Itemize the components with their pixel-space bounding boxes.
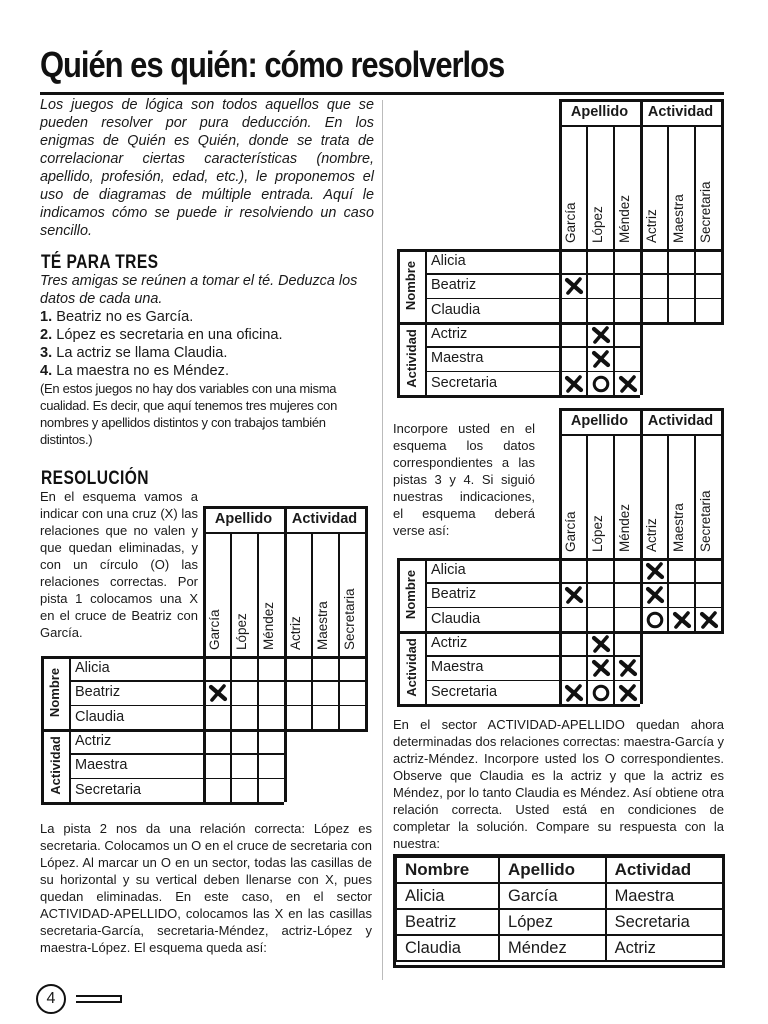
cross-mark — [587, 323, 614, 347]
group-col-header: Apellido — [214, 511, 273, 527]
grid-line — [721, 99, 724, 325]
grid-line — [284, 506, 287, 802]
cross-mark — [695, 608, 722, 632]
column-divider — [382, 100, 383, 980]
grid-line — [425, 249, 427, 395]
cross-mark — [204, 681, 231, 705]
cross-mark — [641, 559, 668, 583]
grid-line — [311, 532, 313, 729]
grid-line — [69, 778, 284, 780]
col-label: Actriz — [643, 518, 659, 552]
row-label: Actriz — [431, 635, 468, 652]
grid-line — [397, 558, 400, 704]
grid-line — [425, 558, 427, 704]
page-decoration — [76, 995, 122, 1003]
answer-cell: Méndez — [499, 935, 606, 961]
grid-line — [559, 99, 562, 395]
clue-item — [40, 344, 374, 362]
grid-line — [69, 753, 284, 755]
answer-row — [396, 935, 724, 961]
grid-line — [230, 532, 232, 802]
group-row-label: Actividad — [403, 329, 419, 388]
clue-number: 2. — [40, 327, 53, 343]
grid-line — [721, 408, 724, 634]
group-row-label: Actividad — [403, 638, 419, 697]
group-row-label: Nombre — [47, 667, 63, 717]
grid-line — [365, 506, 368, 732]
answer-cell: López — [499, 909, 606, 935]
group-col-header: Actividad — [647, 413, 714, 429]
cross-mark — [614, 372, 641, 396]
row-label: Claudia — [75, 708, 125, 725]
answer-cell: Beatriz — [396, 909, 499, 935]
cross-mark — [614, 681, 641, 705]
circle-mark — [587, 372, 614, 396]
group-col-header: Actividad — [291, 511, 358, 527]
group-col-header: Apellido — [570, 413, 629, 429]
grid-line — [338, 532, 340, 729]
grid-line — [41, 802, 284, 805]
row-label: Claudia — [431, 610, 481, 627]
row-label: Secretaria — [75, 781, 142, 798]
group-row-label: Actividad — [47, 736, 63, 795]
answer-header-cell: Nombre — [396, 857, 499, 883]
col-label: Secretaria — [697, 490, 713, 552]
clue-item — [40, 308, 374, 326]
row-label: Beatriz — [431, 586, 477, 603]
clue-number: 3. — [40, 345, 53, 361]
circle-mark — [641, 608, 668, 632]
row-label: Beatriz — [75, 684, 121, 701]
col-label: García — [562, 511, 578, 552]
clue-number: 1. — [40, 309, 53, 325]
col-label: Secretaria — [341, 588, 357, 650]
circle-mark — [587, 681, 614, 705]
row-label: Alicia — [75, 660, 110, 677]
answer-cell: Secretaria — [606, 909, 724, 935]
cross-mark — [587, 656, 614, 680]
clue-item — [40, 362, 374, 380]
col-label: Secretaria — [697, 181, 713, 243]
grid-line — [41, 656, 44, 802]
grid-line — [640, 99, 643, 395]
cross-mark — [560, 681, 587, 705]
row-label: Claudia — [431, 301, 481, 318]
answer-table — [395, 856, 725, 962]
col-label: Méndez — [260, 601, 276, 650]
col-label: Méndez — [616, 194, 632, 243]
col-label: García — [206, 609, 222, 650]
puzzle-prompt: Tres amigas se reúnen a tomar el té. Deduzca los datos de cada una. — [40, 273, 358, 307]
cross-mark — [587, 632, 614, 656]
cross-mark — [560, 372, 587, 396]
row-label: Secretaria — [431, 683, 498, 700]
clue-item — [40, 326, 374, 344]
row-label: Actriz — [75, 733, 112, 750]
col-label: Actriz — [287, 616, 303, 650]
grid-line — [397, 249, 400, 395]
title-rule — [40, 92, 724, 95]
cross-mark — [560, 274, 587, 298]
answer-cell: Alicia — [396, 883, 499, 909]
row-label: Maestra — [75, 757, 128, 774]
group-col-header: Apellido — [570, 104, 629, 120]
col-label: Méndez — [616, 503, 632, 552]
group-row-label: Nombre — [403, 569, 419, 619]
resolution-paragraph-2: La pista 2 nos da una relación correcta: López es secretaria. Colocamos un O en el cruce de secretaria con López. Al marcar un O en un sector, todas las casillas de su horizontal y su vertical deben llenarse con X, pues quedan eliminadas. En este caso, en el sector ACTIVIDAD-APELLIDO, colocamos las X en las casillas secretaria-García, secretaria-Méndez, actriz-López y maestra-López. El esquema queda así: — [40, 821, 372, 955]
row-label: Maestra — [431, 659, 484, 676]
col-label: Maestra — [314, 601, 330, 650]
grid-line — [257, 532, 259, 802]
page-number: 4 — [36, 984, 66, 1014]
row-label: Beatriz — [431, 277, 477, 294]
answer-cell: García — [499, 883, 606, 909]
answer-header-row — [396, 857, 724, 883]
clue-text: López es secretaria en una oficina. — [52, 327, 283, 343]
col-label: López — [589, 206, 605, 243]
clue-number: 4. — [40, 363, 53, 379]
col-label: Maestra — [670, 194, 686, 243]
answer-cell: Maestra — [606, 883, 724, 909]
intro-paragraph: Los juegos de lógica son todos aquellos que se pueden resolver por pura deducción. En los enigmas de Quién es Quién, donde se trata de correlacionar ciertas características (nombre, apellido, profesión, edad, etc.), le proponemos el uso de diagramas de múltiple entrada. Aquí le indicamos cómo se puede ir resolviendo un caso sencillo. — [40, 97, 374, 239]
cross-mark — [587, 347, 614, 371]
answer-cell: Claudia — [396, 935, 499, 961]
resolution-paragraph-1: En el esquema vamos a indicar con una cruz (X) las relaciones que no valen y que quedan eliminadas, y con un círculo (O) las relaciones correctas. Por pista 1 colocamos una X en el cruce de Beatriz con García. — [40, 489, 198, 640]
puzzle-note: (En estos juegos no hay dos variables con una misma cualidad. Es decir, que aquí tenemos tres mujeres con nombres y apellidos distintos y con trabajos también distintos.) — [40, 381, 337, 447]
row-label: Secretaria — [431, 374, 498, 391]
cross-mark — [560, 583, 587, 607]
cross-mark — [641, 583, 668, 607]
grid-line — [203, 506, 206, 802]
row-label: Alicia — [431, 562, 466, 579]
page-title: Quién es quién: cómo resolverlos — [40, 44, 505, 85]
answer-row — [396, 883, 724, 909]
grid-line — [667, 125, 669, 322]
resolution-paragraph-3: Incorpore usted en el esquema los datos correspondientes a las pistas 3 y 4. Si siguió nuestras indicaciones, el esquema deberá verse así: — [393, 421, 535, 538]
grid-line — [694, 125, 696, 322]
answer-row — [396, 909, 724, 935]
clue-text: La maestra no es Méndez. — [52, 363, 230, 379]
group-col-header: Actividad — [647, 104, 714, 120]
col-label: López — [233, 613, 249, 650]
resolution-heading: RESOLUCIÓN — [41, 468, 149, 489]
col-label: García — [562, 202, 578, 243]
row-label: Maestra — [431, 350, 484, 367]
clue-text: Beatriz no es García. — [52, 309, 194, 325]
col-label: Maestra — [670, 503, 686, 552]
puzzle-heading: TÉ PARA TRES — [41, 252, 159, 273]
cross-mark — [614, 656, 641, 680]
answer-header-cell: Apellido — [499, 857, 606, 883]
clue-text: La actriz se llama Claudia. — [52, 345, 228, 361]
cross-mark — [668, 608, 695, 632]
row-label: Alicia — [431, 253, 466, 270]
col-label: López — [589, 515, 605, 552]
grid-line — [559, 408, 562, 704]
answer-cell: Actriz — [606, 935, 724, 961]
resolution-paragraph-4: En el sector ACTIVIDAD-APELLIDO quedan ahora determinadas dos relaciones correctas: maestra-García y actriz-Méndez. Incorpore usted los O correspondientes. Observe que Claudia es la actriz y que la actriz es Méndez, por lo tanto Claudia es Méndez. Así obtiene otra relación correcta. Usted está en condiciones de completar la solución. Compare su respuesta con la nuestra: — [393, 717, 724, 851]
grid-line — [694, 434, 696, 631]
col-label: Actriz — [643, 209, 659, 243]
grid-line — [69, 656, 71, 802]
group-row-label: Nombre — [403, 260, 419, 310]
answer-header-cell: Actividad — [606, 857, 724, 883]
clue-list — [40, 308, 374, 380]
row-label: Actriz — [431, 326, 468, 343]
